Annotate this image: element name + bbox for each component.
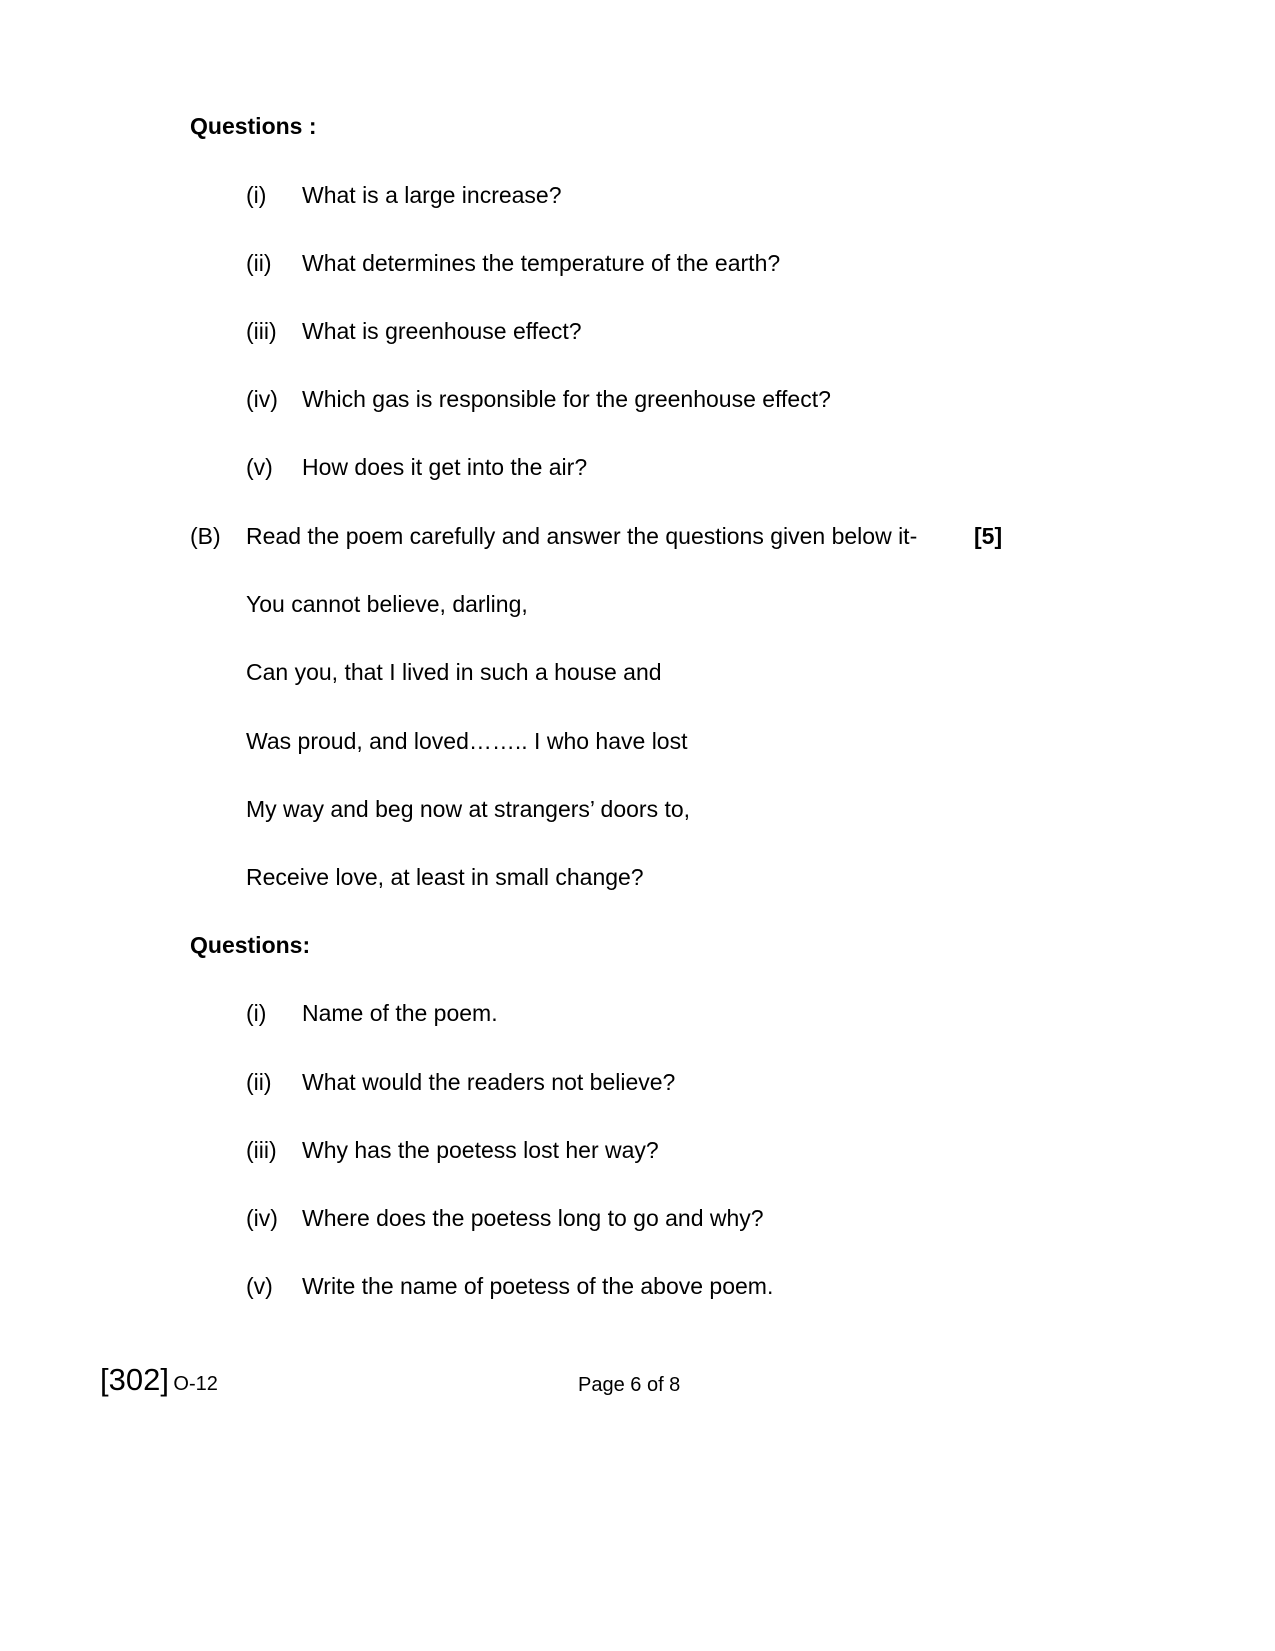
question-text: What is a large increase? — [302, 182, 562, 208]
paper-code — [100, 1362, 218, 1402]
question-text: Write the name of poetess of the above poem. — [302, 1273, 774, 1299]
section-instruction: Read the poem carefully and answer the questions given below it- — [246, 523, 918, 549]
poem-line: My way and beg now at strangers’ doors to, — [246, 796, 691, 822]
question-number: (iii) — [246, 318, 277, 344]
question-text: Name of the poem. — [302, 1000, 498, 1026]
question-text: Why has the poetess lost her way? — [302, 1137, 659, 1163]
question-number: (v) — [246, 454, 273, 480]
poem-line: Can you, that I lived in such a house and — [246, 659, 662, 685]
question-number: (ii) — [246, 250, 272, 276]
questions-heading: Questions: — [190, 932, 311, 958]
question-text: Which gas is responsible for the greenhouse effect? — [302, 386, 831, 412]
question-number: (iv) — [246, 386, 278, 412]
question-text: What would the readers not believe? — [302, 1069, 676, 1095]
questions-heading: Questions : — [190, 113, 317, 139]
question-number: (iii) — [246, 1137, 277, 1163]
question-text: Where does the poetess long to go and why? — [302, 1205, 764, 1231]
poem-line: Receive love, at least in small change? — [246, 864, 644, 890]
question-number: (i) — [246, 1000, 267, 1026]
question-text: What is greenhouse effect? — [302, 318, 582, 344]
question-number: (ii) — [246, 1069, 272, 1095]
poem-line: You cannot believe, darling, — [246, 591, 528, 617]
question-number: (iv) — [246, 1205, 278, 1231]
page-number: Page 6 of 8 — [578, 1374, 681, 1396]
paper-subcode: O-12 — [173, 1373, 218, 1395]
section-label: (B) — [190, 523, 221, 549]
question-number: (i) — [246, 182, 267, 208]
poem-line: Was proud, and loved…….. I who have lost — [246, 728, 688, 754]
paper-code-number: [302] — [100, 1362, 169, 1397]
question-number: (v) — [246, 1273, 273, 1299]
marks-badge: [5] — [974, 523, 1003, 549]
question-text: How does it get into the air? — [302, 454, 588, 480]
question-text: What determines the temperature of the earth? — [302, 250, 781, 276]
